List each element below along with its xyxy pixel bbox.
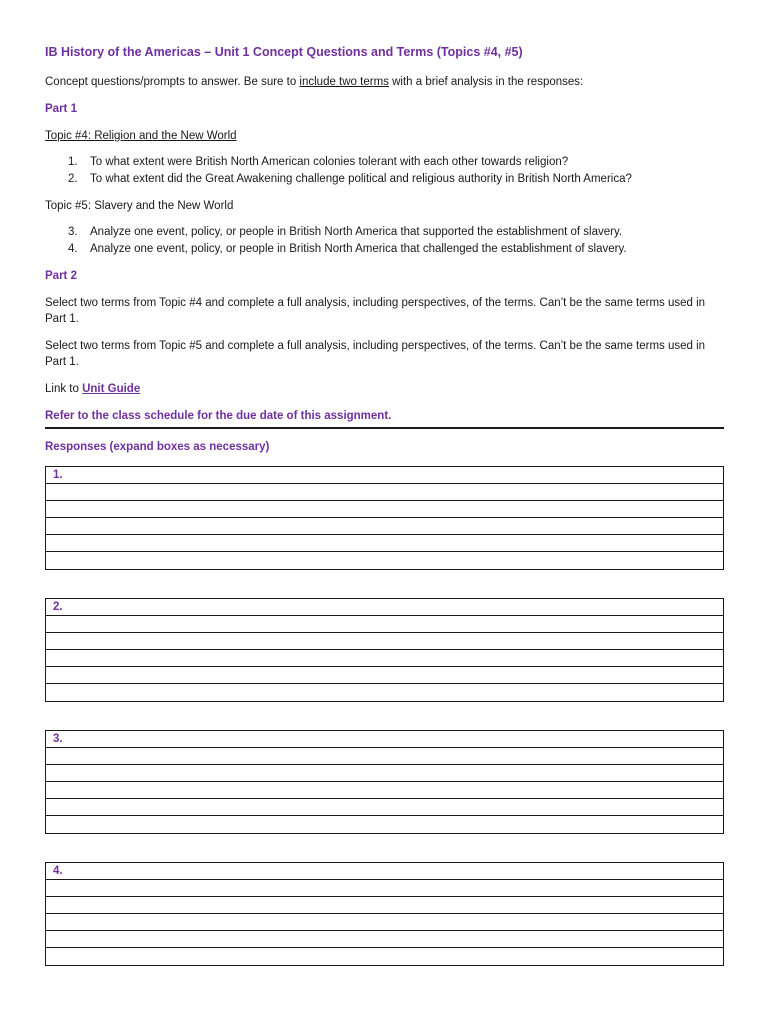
response-line[interactable] (46, 765, 723, 782)
section-divider (45, 427, 724, 429)
response-box-2 (45, 598, 724, 702)
response-line[interactable] (46, 650, 723, 667)
document-page (45, 44, 724, 994)
topic5-question-list (45, 224, 724, 257)
response-line[interactable] (46, 748, 723, 765)
list-item (45, 224, 724, 240)
due-date-note: Refer to the class schedule for the due date of this assignment. (45, 410, 392, 422)
list-item (45, 171, 724, 187)
intro-text-before: Concept questions/prompts to answer. Be sure to (45, 76, 300, 88)
response-line[interactable] (46, 552, 723, 569)
response-box-label: 3. (46, 731, 723, 748)
list-item-text: To what extent did the Great Awakening challenge political and religious authority in British North America? (90, 173, 632, 185)
response-box-label: 1. (46, 467, 723, 484)
response-line[interactable] (46, 799, 723, 816)
list-item-number: 2. (68, 173, 78, 185)
intro-underlined-text: include two terms (299, 76, 389, 88)
response-box-3 (45, 730, 724, 834)
topic4-question-list (45, 154, 724, 187)
list-item-text: Analyze one event, policy, or people in British North America that challenged the establishment of slavery. (90, 243, 627, 255)
response-line[interactable] (46, 501, 723, 518)
response-box-label: 4. (46, 863, 723, 880)
response-line[interactable] (46, 816, 723, 833)
list-item-text: Analyze one event, policy, or people in British North America that supported the establishment of slavery. (90, 226, 623, 238)
intro-paragraph (45, 74, 724, 90)
response-line[interactable] (46, 948, 723, 965)
response-box-1 (45, 466, 724, 570)
response-box-label: 2. (46, 599, 723, 616)
response-line[interactable] (46, 518, 723, 535)
response-line[interactable] (46, 931, 723, 948)
response-line[interactable] (46, 897, 723, 914)
responses-heading: Responses (expand boxes as necessary) (45, 441, 270, 453)
list-item (45, 241, 724, 257)
response-box-4 (45, 862, 724, 966)
part1-heading: Part 1 (45, 103, 77, 115)
response-line[interactable] (46, 782, 723, 799)
topic5-heading: Topic #5: Slavery and the New World (45, 200, 234, 212)
response-line[interactable] (46, 684, 723, 701)
list-item-number: 1. (68, 156, 78, 168)
topic4-heading: Topic #4: Religion and the New World (45, 130, 237, 142)
response-line[interactable] (46, 914, 723, 931)
unit-guide-link[interactable]: Unit Guide (82, 383, 141, 395)
unit-guide-prefix: Link to (45, 383, 83, 395)
part2-paragraph-2: Select two terms from Topic #5 and complete a full analysis, including perspectives, of the terms. Can’t be the same terms used in Part 1. (45, 340, 706, 368)
response-line[interactable] (46, 535, 723, 552)
response-line[interactable] (46, 633, 723, 650)
list-item-number: 3. (68, 226, 78, 238)
response-line[interactable] (46, 880, 723, 897)
page-title: IB History of the Americas – Unit 1 Concept Questions and Terms (Topics #4, #5) (45, 45, 523, 59)
list-item-number: 4. (68, 243, 78, 255)
response-line[interactable] (46, 667, 723, 684)
part2-heading: Part 2 (45, 270, 77, 282)
intro-text-after: with a brief analysis in the responses: (388, 76, 584, 88)
list-item-text: To what extent were British North American colonies tolerant with each other towards religion? (90, 156, 569, 168)
response-line[interactable] (46, 484, 723, 501)
list-item (45, 154, 724, 170)
response-line[interactable] (46, 616, 723, 633)
part2-paragraph-1: Select two terms from Topic #4 and complete a full analysis, including perspectives, of the terms. Can’t be the same terms used in Part 1. (45, 297, 706, 325)
unit-guide-line (45, 381, 724, 397)
